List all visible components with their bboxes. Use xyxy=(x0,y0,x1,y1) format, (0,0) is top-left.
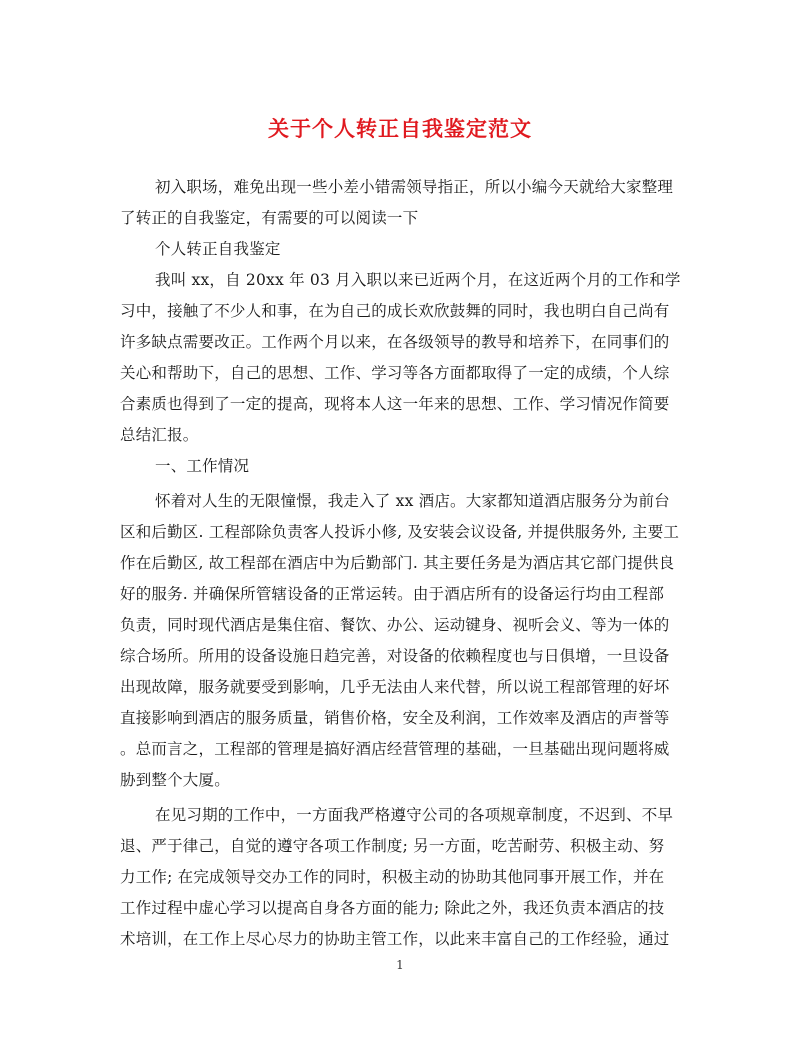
text-line: 胁到整个大厦。 xyxy=(120,771,230,789)
text-line: 合素质也得到了一定的提高，现将本人这一年来的思想、工作、学习情况作简要 xyxy=(120,395,670,413)
text-line: 怀着对人生的无限憧憬，我走入了 xx 酒店。大家都知道酒店服务分为前台 xyxy=(155,492,670,510)
text-line: 区和后勤区. 工程部除负责客人投诉小修, 及安装会议设备, 并提供服务外, 主要工 xyxy=(120,523,680,541)
text-line: 术培训，在工作上尽心尽力的协助主管工作，以此来丰富自己的工作经验，通过 xyxy=(120,930,670,948)
text-line: 退、严于律己，自觉的遵守各项工作制度; 另一方面，吃苦耐劳、积极主动、努 xyxy=(120,837,665,855)
document-title: 关于个人转正自我鉴定范文 xyxy=(268,116,532,141)
page-number: 1 xyxy=(396,958,404,972)
text-line: 在见习期的工作中，一方面我严格遵守公司的各项规章制度，不迟到、不早 xyxy=(155,806,674,824)
text-line: 许多缺点需要改正。工作两个月以来，在各级领导的教导和培养下，在同事们的 xyxy=(120,333,670,351)
text-line: 。总而言之，工程部的管理是搞好酒店经营管理的基础，一旦基础出现问题将威 xyxy=(120,740,670,758)
text-line: 负责，同时现代酒店是集住宿、餐饮、办公、运动键身、视听会义、等为一体的 xyxy=(120,616,670,634)
text-line: 习中，接触了不少人和事，在为自己的成长欢欣鼓舞的同时，我也明白自己尚有 xyxy=(120,302,670,320)
text-line: 了转正的自我鉴定，有需要的可以阅读一下 xyxy=(120,209,419,227)
text-line: 个人转正自我鉴定 xyxy=(155,240,281,258)
text-line: 好的服务. 并确保所管辖设备的正常运转。由于酒店所有的设备运行均由工程部 xyxy=(120,585,665,603)
text-line: 总结汇报。 xyxy=(120,426,199,444)
text-line: 我叫 xx，自 20xx 年 03 月入职以来已近两个月，在这近两个月的工作和学 xyxy=(155,271,681,289)
text-line: 直接影响到酒店的服务质量，销售价格，安全及利润，工作效率及酒店的声誉等 xyxy=(120,709,670,727)
document-body xyxy=(120,172,682,955)
text-line: 作在后勤区, 故工程部在酒店中为后勤部门. 其主要任务是为酒店其它部门提供良 xyxy=(120,554,675,572)
text-line: 力工作; 在完成领导交办工作的同时，积极主动的协助其他同事开展工作，并在 xyxy=(120,868,665,886)
text-line: 关心和帮助下，自己的思想、工作、学习等各方面都取得了一定的成绩，个人综 xyxy=(120,364,670,382)
text-line: 初入职场，难免出现一些小差小错需领导指正，所以小编今天就给大家整理 xyxy=(155,178,674,196)
text-line: 出现故障，服务就要受到影响，几乎无法由人来代替，所以说工程部管理的好坏 xyxy=(120,678,670,696)
text-line: 综合场所。所用的设备设施日趋完善，对设备的依赖程度也与日俱增，一旦设备 xyxy=(120,647,670,665)
text-line: 一、工作情况 xyxy=(155,457,250,475)
text-line: 工作过程中虚心学习以提高自身各方面的能力; 除此之外，我还负责本酒店的技 xyxy=(120,899,665,917)
